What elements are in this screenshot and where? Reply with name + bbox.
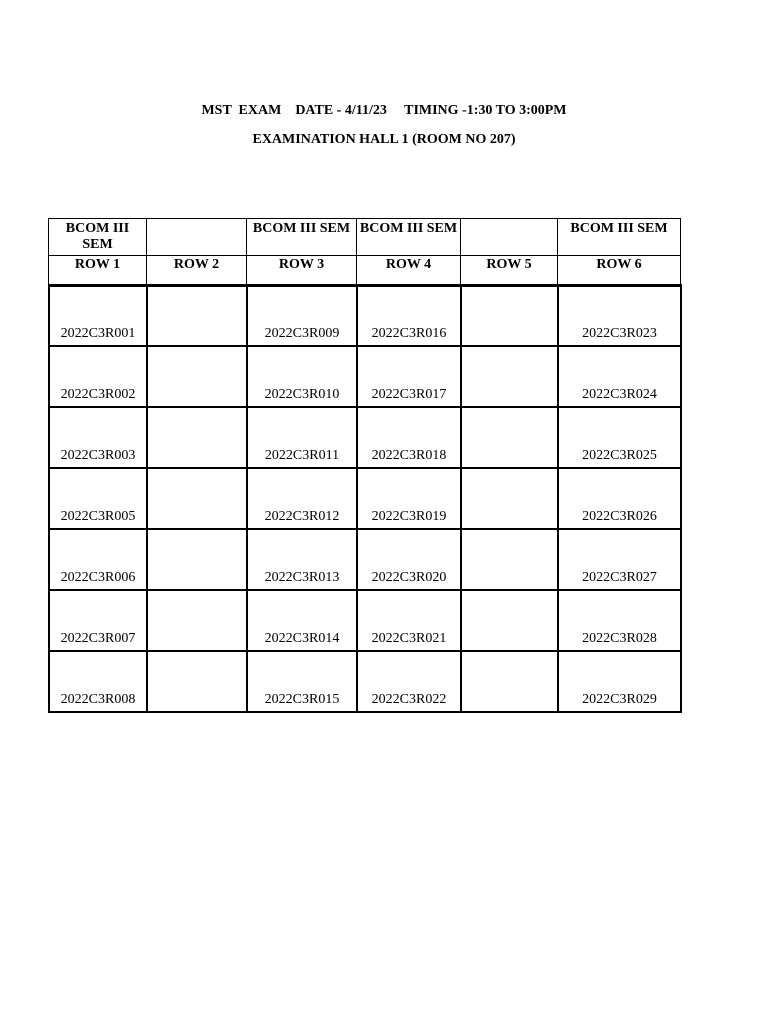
roll-number-cell xyxy=(461,529,558,590)
roll-number-cell: 2022C3R014 xyxy=(247,590,357,651)
roll-number-cell xyxy=(461,590,558,651)
semester-label: BCOM III SEM xyxy=(558,219,681,256)
table-row xyxy=(49,407,681,468)
roll-number-cell: 2022C3R021 xyxy=(357,590,461,651)
roll-number-cell xyxy=(147,651,247,712)
row-label: ROW 1 xyxy=(49,256,147,287)
roll-number-cell xyxy=(147,529,247,590)
table-row xyxy=(49,590,681,651)
roll-number-cell xyxy=(147,590,247,651)
roll-number-cell: 2022C3R011 xyxy=(247,407,357,468)
roll-number-cell: 2022C3R007 xyxy=(49,590,147,651)
roll-number-cell: 2022C3R028 xyxy=(558,590,681,651)
roll-number-cell xyxy=(461,468,558,529)
row-label: ROW 3 xyxy=(247,256,357,287)
roll-number-cell xyxy=(461,651,558,712)
seating-table xyxy=(48,284,682,713)
roll-number-cell: 2022C3R012 xyxy=(247,468,357,529)
roll-number-cell xyxy=(461,285,558,346)
roll-number-cell: 2022C3R024 xyxy=(558,346,681,407)
roll-number-cell: 2022C3R026 xyxy=(558,468,681,529)
row-label: ROW 2 xyxy=(147,256,247,287)
roll-number-cell: 2022C3R027 xyxy=(558,529,681,590)
roll-number-cell: 2022C3R005 xyxy=(49,468,147,529)
semester-label xyxy=(461,219,558,256)
semester-label xyxy=(147,219,247,256)
table-row xyxy=(49,651,681,712)
roll-number-cell: 2022C3R023 xyxy=(558,285,681,346)
roll-number-cell xyxy=(147,468,247,529)
roll-number-cell: 2022C3R018 xyxy=(357,407,461,468)
row-label: ROW 4 xyxy=(357,256,461,287)
semester-label: BCOM III SEM xyxy=(357,219,461,256)
exam-hall-title: EXAMINATION HALL 1 (ROOM NO 207) xyxy=(252,132,516,147)
table-row xyxy=(49,468,681,529)
roll-number-cell xyxy=(147,407,247,468)
table-row xyxy=(49,285,681,346)
roll-number-cell: 2022C3R008 xyxy=(49,651,147,712)
semester-label: BCOM III SEM xyxy=(49,219,147,256)
roll-number-cell: 2022C3R001 xyxy=(49,285,147,346)
roll-number-cell xyxy=(461,346,558,407)
row-label-header-row xyxy=(49,256,681,287)
roll-number-cell: 2022C3R016 xyxy=(357,285,461,346)
seating-table-body xyxy=(49,285,681,712)
row-label: ROW 6 xyxy=(558,256,681,287)
table-row xyxy=(49,529,681,590)
exam-title: MST EXAM DATE - 4/11/23 TIMING -1:30 TO 3:00PM xyxy=(201,103,567,118)
roll-number-cell: 2022C3R022 xyxy=(357,651,461,712)
roll-number-cell: 2022C3R017 xyxy=(357,346,461,407)
roll-number-cell: 2022C3R002 xyxy=(49,346,147,407)
roll-number-cell: 2022C3R020 xyxy=(357,529,461,590)
roll-number-cell: 2022C3R006 xyxy=(49,529,147,590)
table-row xyxy=(49,346,681,407)
semester-header-row xyxy=(49,219,681,256)
roll-number-cell: 2022C3R015 xyxy=(247,651,357,712)
row-label: ROW 5 xyxy=(461,256,558,287)
roll-number-cell xyxy=(461,407,558,468)
roll-number-cell xyxy=(147,346,247,407)
semester-label: BCOM III SEM xyxy=(247,219,357,256)
roll-number-cell: 2022C3R019 xyxy=(357,468,461,529)
roll-number-cell: 2022C3R003 xyxy=(49,407,147,468)
roll-number-cell xyxy=(147,285,247,346)
roll-number-cell: 2022C3R025 xyxy=(558,407,681,468)
roll-number-cell: 2022C3R009 xyxy=(247,285,357,346)
seating-header-table xyxy=(48,218,681,287)
roll-number-cell: 2022C3R010 xyxy=(247,346,357,407)
roll-number-cell: 2022C3R029 xyxy=(558,651,681,712)
roll-number-cell: 2022C3R013 xyxy=(247,529,357,590)
